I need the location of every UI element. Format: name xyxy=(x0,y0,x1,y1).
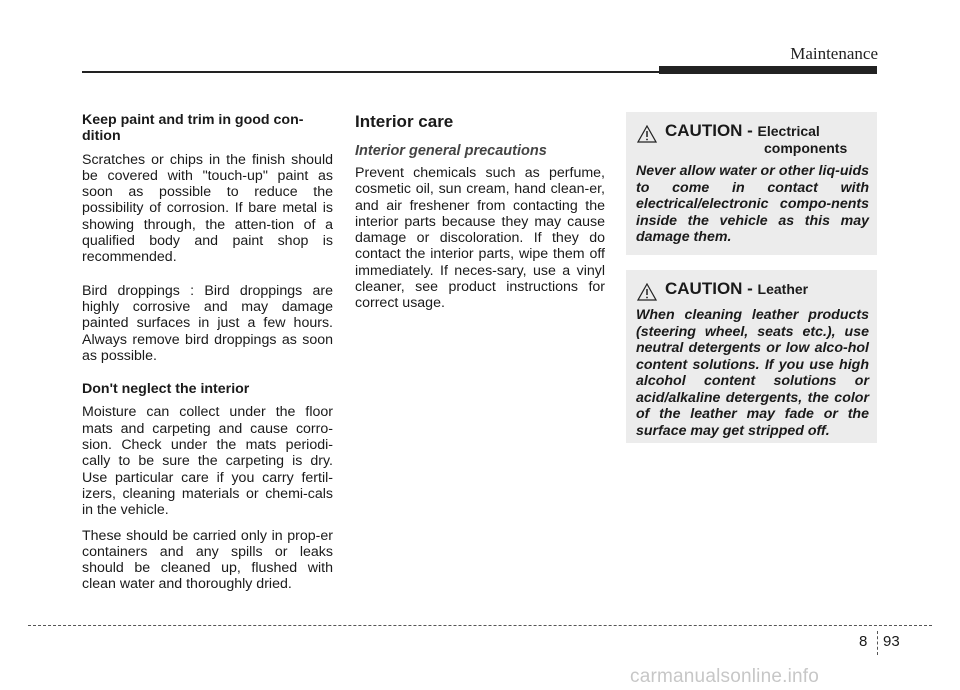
footer-divider xyxy=(877,631,878,655)
caution-topic: Electrical xyxy=(757,123,820,139)
section-title: Interior care xyxy=(355,112,454,131)
caution-topic: Leather xyxy=(757,281,809,297)
caution-text: When cleaning leather products (steering wheel, seats etc.), use neutral detergents or low alco-hol content solutions. If you use high alcohol content solutions or acid/alkaline detergents, the color of the leather may fade or the surface may get stripped off. xyxy=(636,307,869,439)
column-middle xyxy=(355,112,605,321)
header-rule-accent xyxy=(659,66,877,74)
column-left xyxy=(82,112,333,602)
paragraph-containers: These should be carried only in prop-er containers and any spills or leaks should be cleaned up, flushed with clean water and thoroughly dried. xyxy=(82,527,333,593)
heading-paint-trim: Keep paint and trim in good con-dition xyxy=(82,112,304,145)
paragraph-scratches: Scratches or chips in the finish should be covered with "touch-up" paint as soon as possible to reduce the possibility of corrosion. If bare metal is showing through, the atten-tion of a qualified body and paint shop is recommended. xyxy=(82,151,333,266)
header-title: Maintenance xyxy=(790,44,878,63)
footer-rule xyxy=(28,625,932,626)
paragraph-bird-droppings: Bird droppings : Bird droppings are highly corrosive and may damage painted surfaces in just a few hours. Always remove bird droppings as soon as possible. xyxy=(82,282,333,364)
paragraph-moisture: Moisture can collect under the floor mats and carpeting and cause corro-sion. Check under the mats periodi-cally to be sure the carpeting is dry. Use particular care if you carry fertil-izers, cleaning materials or chemi-cals in the vehicle. xyxy=(82,404,333,519)
caution-label: CAUTION - xyxy=(665,121,758,140)
chapter-number: 8 xyxy=(859,633,868,650)
page-number: 93 xyxy=(883,633,900,650)
caution-box-electrical xyxy=(626,112,877,255)
heading-interior: Don't neglect the interior xyxy=(82,381,250,398)
caution-title xyxy=(665,280,808,298)
caution-label: CAUTION - xyxy=(665,279,758,298)
column-right xyxy=(626,112,877,443)
warning-triangle-icon xyxy=(637,283,657,301)
paragraph-chemicals: Prevent chemicals such as perfume, cosmetic oil, sun cream, hand clean-er, and air freshener from contacting the interior parts because they may cause damage or discoloration. If they do contact the interior parts, wipe them off immediately. If neces-sary, use a vinyl cleaner, see product instructions for correct usage. xyxy=(355,165,605,312)
subsection-title: Interior general precautions xyxy=(355,143,547,159)
caution-title xyxy=(665,122,847,157)
watermark: carmanualsonline.info xyxy=(630,666,820,687)
caution-topic-line2: components xyxy=(764,140,848,156)
caution-text: Never allow water or other liq-uids to come in contact with electrical/electronic compo-nents inside the vehicle as this may damage them. xyxy=(636,163,869,245)
header-rule xyxy=(82,71,662,73)
caution-box-leather xyxy=(626,270,877,443)
warning-triangle-icon xyxy=(637,125,657,143)
